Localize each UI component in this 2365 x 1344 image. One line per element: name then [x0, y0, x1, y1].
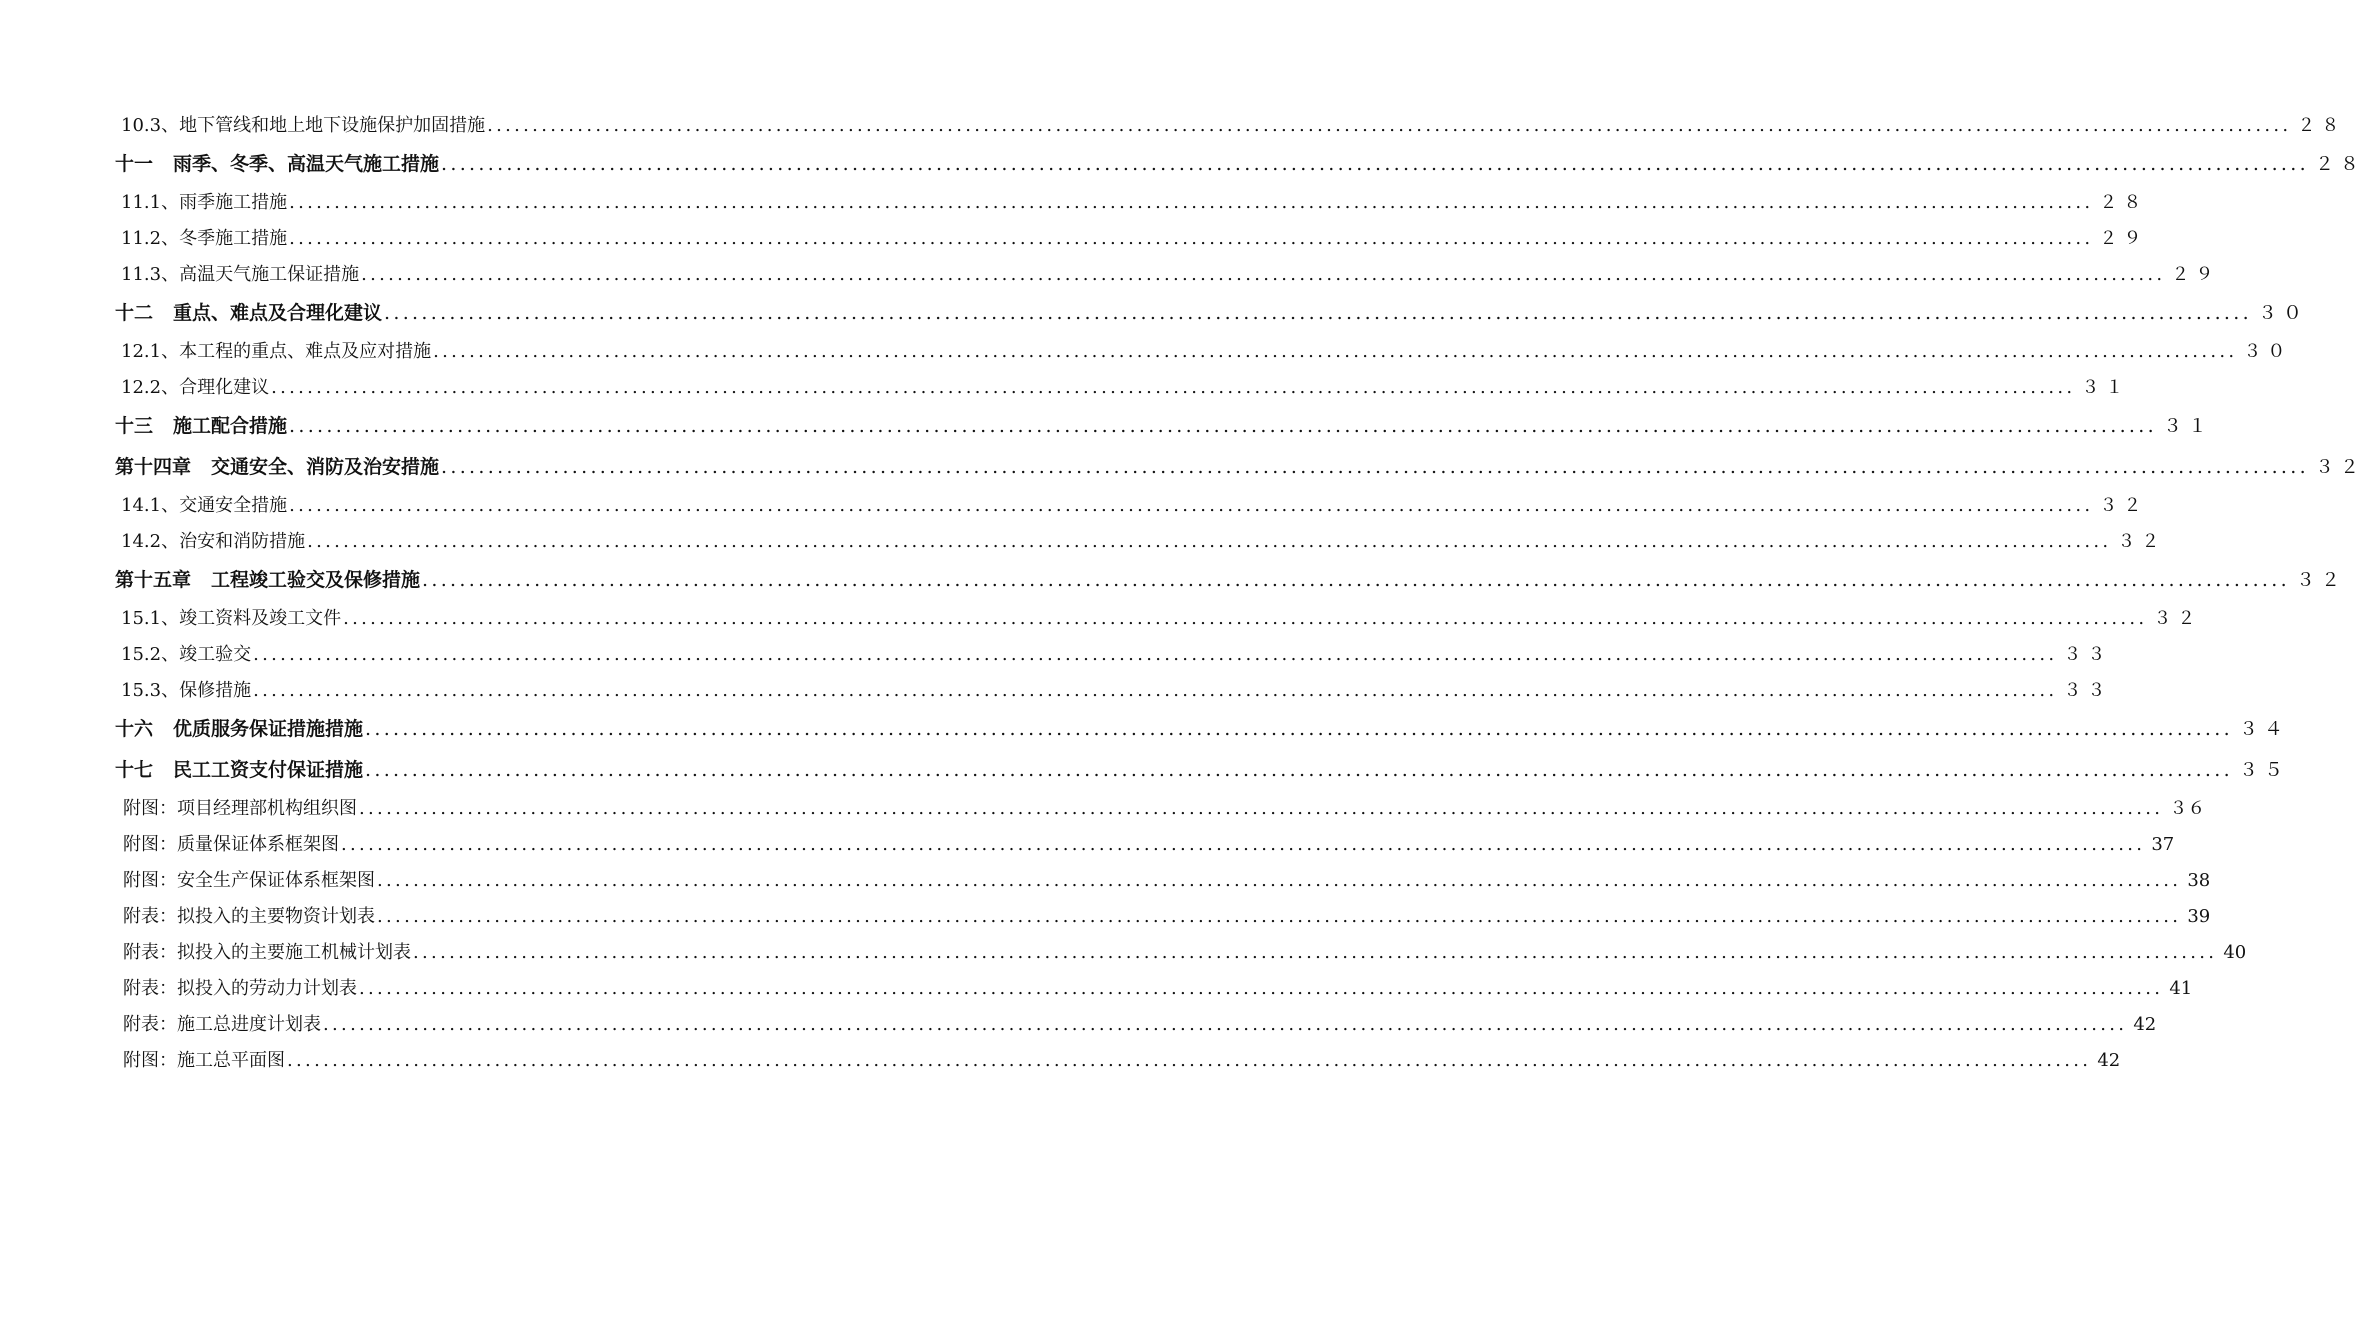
toc-page-number: 40 — [2223, 942, 2247, 963]
toc-dot-leader: ........................................................................................................................................................................................................ — [271, 377, 2076, 398]
toc-chapter-entry[interactable] — [115, 144, 2365, 185]
toc-entry-label: 11.2、冬季施工措施 — [121, 228, 288, 249]
toc-page-number: ３６ — [2169, 798, 2206, 819]
toc-section-entry[interactable] — [121, 601, 2202, 637]
toc-chapter-title: 优质服务保证措施措施 — [173, 718, 364, 740]
toc-dot-leader: ........................................................................................................................................................................................................ — [287, 1050, 2092, 1071]
toc-page-number: ３１ — [2081, 377, 2130, 398]
toc-chapter-title: 重点、难点及合理化建议 — [173, 302, 383, 324]
toc-chapter-number: 十七 — [115, 759, 154, 781]
toc-page-number: ２８ — [2297, 115, 2346, 136]
toc-page-number: 39 — [2187, 906, 2211, 927]
toc-chapter-entry[interactable] — [115, 709, 2289, 750]
toc-chapter-title: 交通安全、消防及治安措施 — [211, 456, 440, 478]
toc-entry-label — [115, 709, 363, 750]
toc-section-entry[interactable] — [121, 488, 2148, 524]
toc-entry-label — [115, 293, 382, 334]
toc-appendix-entry[interactable] — [123, 863, 2211, 899]
toc-chapter-number: 第十四章 — [115, 456, 192, 478]
toc-entry-label: 15.1、竣工资料及竣工文件 — [121, 608, 342, 629]
toc-page-number: ３２ — [2295, 569, 2346, 591]
toc-chapter-entry[interactable] — [115, 406, 2213, 447]
toc-page-number: ３２ — [2099, 495, 2148, 516]
toc-dot-leader: ........................................................................................................................................................................................................ — [289, 495, 2094, 516]
toc-section-entry[interactable] — [121, 257, 2220, 293]
toc-appendix-entry[interactable] — [123, 899, 2211, 935]
toc-dot-leader: ........................................................................................................................................................................................................ — [253, 644, 2058, 665]
toc-page-number: ３２ — [2153, 608, 2202, 629]
toc-appendix-entry[interactable] — [123, 971, 2193, 1007]
toc-entry-label — [115, 750, 363, 791]
toc-entry-label — [115, 144, 439, 185]
toc-entry-label: 11.3、高温天气施工保证措施 — [121, 264, 360, 285]
toc-dot-leader: ........................................................................................................................................................................................................ — [441, 456, 2309, 478]
toc-page-number: ３５ — [2238, 759, 2289, 781]
toc-chapter-title: 雨季、冬季、高温天气施工措施 — [173, 153, 440, 175]
toc-page-number: 42 — [2097, 1050, 2121, 1071]
toc-entry-label — [115, 406, 287, 447]
toc-page-number: ３０ — [2257, 302, 2308, 324]
toc-chapter-entry[interactable] — [115, 447, 2365, 488]
toc-dot-leader: ........................................................................................................................................................................................................ — [422, 569, 2290, 591]
toc-chapter-number: 第十五章 — [115, 569, 192, 591]
toc-entry-label: 15.3、保修措施 — [121, 680, 252, 701]
toc-page-number: ３３ — [2063, 680, 2112, 701]
toc-appendix-entry[interactable] — [123, 827, 2175, 863]
toc-dot-leader: ........................................................................................................................................................................................................ — [323, 1014, 2128, 1035]
toc-page-number: 38 — [2187, 870, 2211, 891]
toc-dot-leader: ........................................................................................................................................................................................................ — [289, 192, 2094, 213]
toc-section-entry[interactable] — [121, 673, 2112, 709]
toc-dot-leader: ........................................................................................................................................................................................................ — [361, 264, 2166, 285]
toc-page-number: 37 — [2151, 834, 2175, 855]
toc-dot-leader: ........................................................................................................................................................................................................ — [359, 978, 2164, 999]
toc-page-number: ２８ — [2099, 192, 2148, 213]
toc-chapter-number: 十六 — [115, 718, 154, 740]
toc-dot-leader: ........................................................................................................................................................................................................ — [365, 759, 2233, 781]
toc-page-number: ３２ — [2117, 531, 2166, 552]
toc-page-number: ３１ — [2162, 415, 2213, 437]
toc-section-entry[interactable] — [121, 221, 2148, 257]
toc-page-number: ３０ — [2243, 341, 2292, 362]
toc-entry-label: 附表：拟投入的主要物资计划表 — [123, 906, 375, 927]
table-of-contents — [0, 108, 2365, 1079]
toc-dot-leader: ........................................................................................................................................................................................................ — [359, 798, 2164, 819]
toc-section-entry[interactable] — [121, 524, 2166, 560]
toc-dot-leader: ........................................................................................................................................................................................................ — [377, 870, 2182, 891]
toc-entry-label — [115, 560, 420, 601]
toc-entry-label: 附表：施工总进度计划表 — [123, 1014, 321, 1035]
toc-chapter-number: 十二 — [115, 302, 154, 324]
toc-dot-leader: ........................................................................................................................................................................................................ — [253, 680, 2058, 701]
toc-dot-leader: ........................................................................................................................................................................................................ — [341, 834, 2146, 855]
toc-page-number: ３２ — [2314, 456, 2365, 478]
toc-entry-label: 附图：施工总平面图 — [123, 1050, 285, 1071]
toc-appendix-entry[interactable] — [123, 1007, 2157, 1043]
toc-section-entry[interactable] — [121, 108, 2346, 144]
toc-entry-label: 10.3、地下管线和地上地下设施保护加固措施 — [121, 115, 486, 136]
toc-dot-leader: ........................................................................................................................................................................................................ — [289, 415, 2157, 437]
toc-chapter-title: 工程竣工验交及保修措施 — [211, 569, 421, 591]
toc-entry-label: 11.1、雨季施工措施 — [121, 192, 288, 213]
toc-entry-label: 12.2、合理化建议 — [121, 377, 270, 398]
toc-entry-label: 附表：拟投入的劳动力计划表 — [123, 978, 357, 999]
toc-page-number: ２９ — [2099, 228, 2148, 249]
toc-page-number: 42 — [2133, 1014, 2157, 1035]
toc-entry-label: 附图：安全生产保证体系框架图 — [123, 870, 375, 891]
toc-chapter-entry[interactable] — [115, 750, 2289, 791]
toc-entry-label: 12.1、本工程的重点、难点及应对措施 — [121, 341, 432, 362]
toc-entry-label: 15.2、竣工验交 — [121, 644, 252, 665]
toc-page-number: ３４ — [2238, 718, 2289, 740]
toc-entry-label: 附表：拟投入的主要施工机械计划表 — [123, 942, 411, 963]
toc-dot-leader: ........................................................................................................................................................................................................ — [289, 228, 2094, 249]
toc-dot-leader: ........................................................................................................................................................................................................ — [377, 906, 2182, 927]
toc-chapter-number: 十一 — [115, 153, 154, 175]
toc-chapter-entry[interactable] — [115, 560, 2346, 601]
toc-section-entry[interactable] — [121, 185, 2148, 221]
toc-dot-leader: ........................................................................................................................................................................................................ — [413, 942, 2218, 963]
toc-page-number: ２９ — [2171, 264, 2220, 285]
toc-entry-label: 附图：项目经理部机构组织图 — [123, 798, 357, 819]
toc-appendix-entry[interactable] — [123, 1043, 2121, 1079]
toc-dot-leader: ........................................................................................................................................................................................................ — [433, 341, 2238, 362]
toc-page-number: ３３ — [2063, 644, 2112, 665]
toc-dot-leader: ........................................................................................................................................................................................................ — [441, 153, 2309, 175]
toc-dot-leader: ........................................................................................................................................................................................................ — [365, 718, 2233, 740]
toc-dot-leader: ........................................................................................................................................................................................................ — [487, 115, 2292, 136]
toc-appendix-entry[interactable] — [123, 935, 2247, 971]
toc-dot-leader: ........................................................................................................................................................................................................ — [307, 531, 2112, 552]
toc-chapter-title: 施工配合措施 — [173, 415, 288, 437]
toc-section-entry[interactable] — [121, 370, 2130, 406]
toc-page-number: ２８ — [2314, 153, 2365, 175]
toc-chapter-number: 十三 — [115, 415, 154, 437]
toc-chapter-entry[interactable] — [115, 293, 2308, 334]
toc-appendix-entry[interactable] — [123, 791, 2206, 827]
toc-chapter-title: 民工工资支付保证措施 — [173, 759, 364, 781]
toc-entry-label: 14.1、交通安全措施 — [121, 495, 288, 516]
toc-dot-leader: ........................................................................................................................................................................................................ — [384, 302, 2252, 324]
toc-entry-label: 附图：质量保证体系框架图 — [123, 834, 339, 855]
toc-entry-label — [115, 447, 439, 488]
toc-page-number: 41 — [2169, 978, 2193, 999]
toc-dot-leader: ........................................................................................................................................................................................................ — [343, 608, 2148, 629]
toc-section-entry[interactable] — [121, 334, 2292, 370]
toc-section-entry[interactable] — [121, 637, 2112, 673]
toc-entry-label: 14.2、治安和消防措施 — [121, 531, 306, 552]
